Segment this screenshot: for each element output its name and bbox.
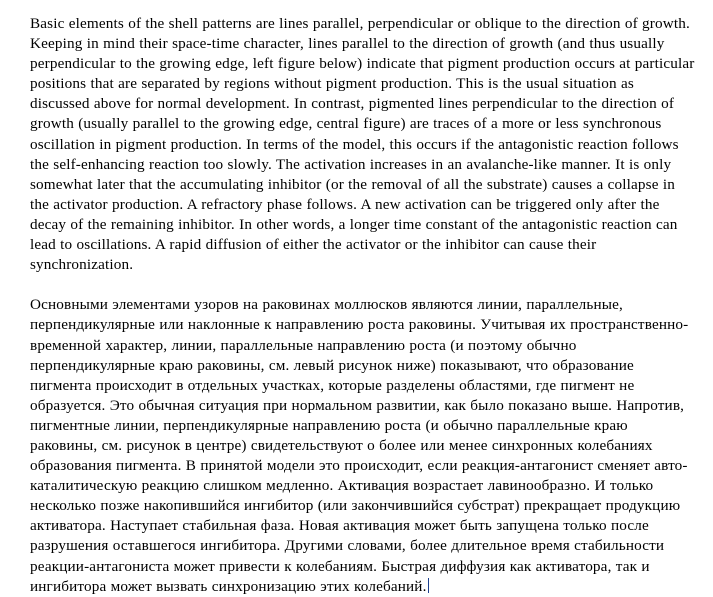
- paragraph-russian-text: Основными элементами узоров на раковинах моллюсков являются линии, параллельные, перпендикулярные или наклонные к направлению роста раковины. Учитывая их пространственно-временной характер, линии, параллельные направлению роста (и поэтому обычно перпендикулярные краю раковины, см. левый рисунок ниже) показывают, что образование пигмента происходит в отдельных участках, которые разделены областями, где пигмент не образуется. Это обычная ситуация при нормальном развитии, как было показано выше. Напротив, пигментные линии, перпендикулярные направлению роста (и обычно параллельные краю раковины, см. рисунок в центре) свидетельствуют о более или менее синхронных колебаниях образования пигмента. В принятой модели это происходит, если реакция-антагонист сменяет авто-каталитическую реакцию слишком медленно. Активация возрастает лавинообразно. И только несколько позже накопившийся ингибитор (или закончившийся субстрат) прекращает продукцию активатора. Наступает стабильная фаза. Новая активация может быть запущена только после разрушения оставшегося ингибитора. Другими словами, более длительное время стабильности реакции-антагониста может привести к колебаниям. Быстрая диффузия как активатора, так и ингибитора может вызвать синхронизацию этих колебаний.: [30, 296, 689, 595]
- text-caret: [428, 578, 430, 593]
- document-text-body[interactable]: [30, 14, 696, 597]
- paragraph-russian[interactable]: [30, 295, 696, 596]
- paragraph-english[interactable]: Basic elements of the shell patterns are lines parallel, perpendicular or oblique to the direction of growth. Keeping in mind their space-time character, lines parallel to the direction of growth (and thus usually perpendicular to the growing edge, left figure below) indicate that pigment production occurs at particular positions that are separated by regions without pigment production. This is the usual situation as discussed above for normal development. In contrast, pigmented lines perpendicular to the direction of growth (usually parallel to the growing edge, central figure) are traces of a more or less synchronous oscillation in pigment production. In terms of the model, this occurs if the antagonistic reaction follows the self-enhancing reaction too slowly. The activation increases in an avalanche-like manner. It is only somewhat later that the accumulating inhibitor (or the removal of all the substrate) causes a collapse in the activator production. A refractory phase follows. A new activation can be triggered only after the decay of the remaining inhibitor. In other words, a longer time constant of the antagonistic reaction can lead to oscillations. A rapid diffusion of either the activator or the inhibitor can cause their synchronization.: [30, 15, 695, 274]
